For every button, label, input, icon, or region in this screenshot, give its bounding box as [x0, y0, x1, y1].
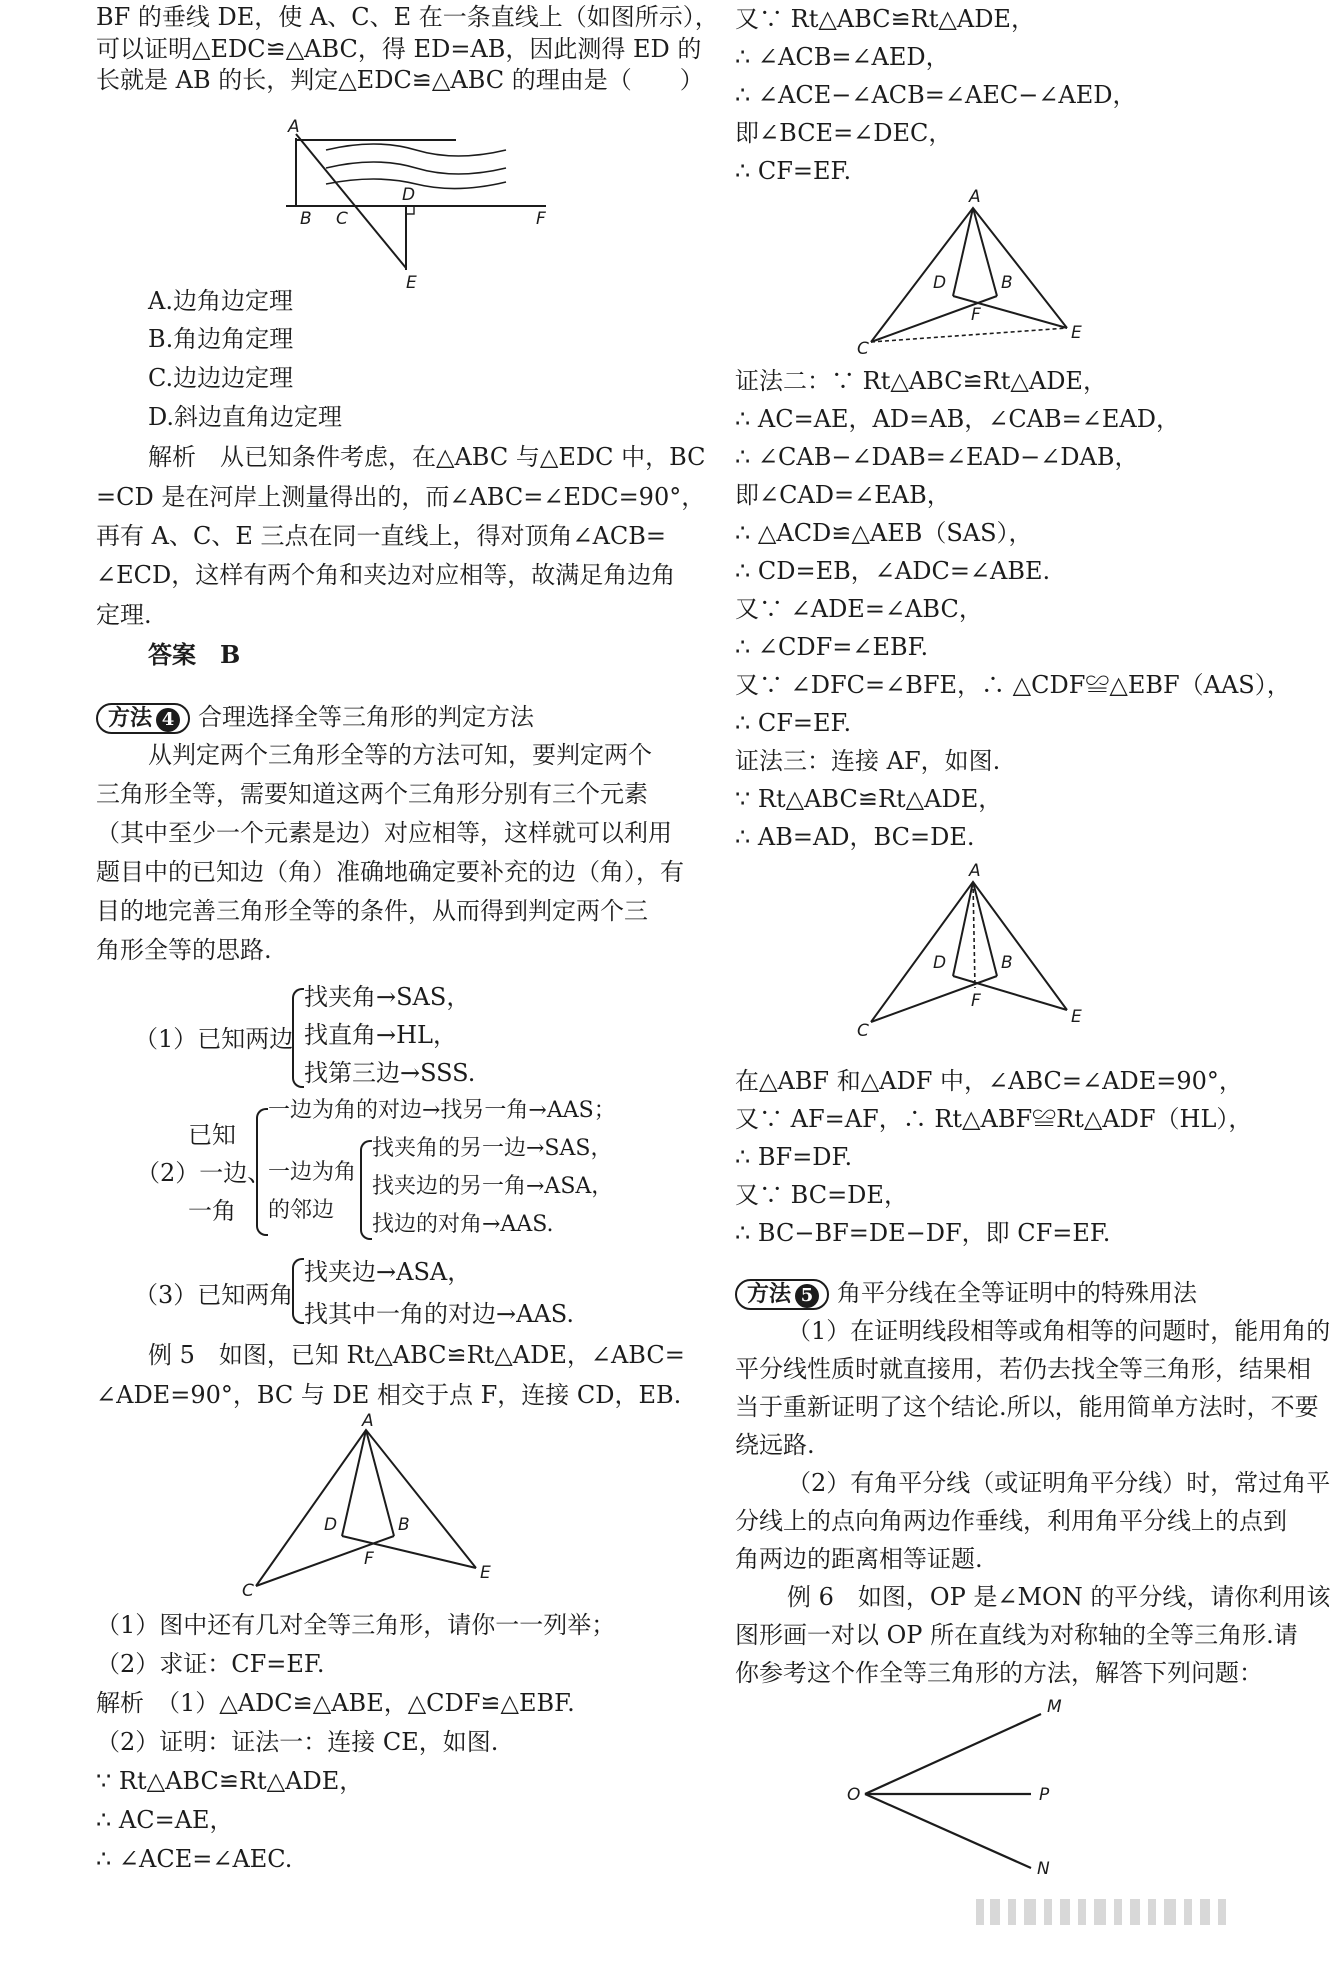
solution-line: （2）证明：证法一：连接 CE，如图.: [96, 1728, 499, 1756]
case2-brace: [256, 1108, 268, 1236]
proof3-figure: [855, 861, 1095, 1044]
label-P: P: [1039, 1785, 1050, 1805]
method5-line: 当于重新证明了这个结论.所以，能用简单方法时，不要: [735, 1393, 1319, 1421]
intro-line: 长就是 AB 的长，判定△EDC≌△ABC 的理由是（ ）: [96, 66, 704, 94]
label-D: D: [324, 1515, 338, 1535]
proof2-line: ∴ ∠CDF=∠EBF.: [735, 633, 929, 661]
proof2-line: ∴ AB=AD，BC=DE.: [735, 823, 975, 851]
case1-item: 找直角→HL，: [304, 1021, 457, 1049]
solution-line: ∵ Rt△ABC≌Rt△ADE，: [96, 1767, 364, 1795]
analysis-line: ∠ECD，这样有两个角和夹边对应相等，故满足角边角: [96, 561, 676, 589]
label-B: B: [398, 1515, 410, 1535]
option-b: B.角边角定理: [148, 325, 294, 353]
label-E: E: [1071, 1007, 1082, 1027]
case2-adj-b: 的邻边: [268, 1198, 335, 1223]
method4-line: 从判定两个三角形全等的方法可知，要判定两个: [148, 741, 652, 769]
proof1-figure: [855, 187, 1095, 360]
case1-item: 找夹角→SAS，: [304, 983, 471, 1011]
answer-value: B: [220, 640, 241, 669]
scan-bars: [976, 1895, 1256, 1929]
proof2-line: 证法三：连接 AF，如图.: [735, 747, 1001, 775]
label-E: E: [480, 1563, 491, 1583]
proof1-line: ∴ ∠ACB=∠AED，: [735, 43, 950, 71]
example6-line: 例 6 如图，OP 是∠MON 的平分线，请你利用该: [787, 1583, 1330, 1611]
label-B: B: [1001, 273, 1013, 293]
proof2-line: ∴ CD=EB，∠ADC=∠ABE.: [735, 557, 1051, 585]
case2-label-a: 已知: [188, 1121, 236, 1149]
proof3-line: ∴ BF=DF.: [735, 1143, 853, 1171]
label-B: B: [1001, 953, 1013, 973]
proof2-line: ∵ Rt△ABC≌Rt△ADE，: [735, 785, 1003, 813]
river-figure: [286, 117, 566, 293]
analysis-line: 定理.: [96, 601, 152, 629]
proof3-line: 又∵ AF=AF，∴ Rt△ABF≌Rt△ADF（HL），: [735, 1105, 1253, 1133]
method4-tag: 方法 4: [96, 703, 190, 734]
case2-adj-item: 找边的对角→AAS.: [372, 1212, 554, 1237]
label-C: C: [857, 1021, 869, 1041]
proof1-line: ∴ ∠ACE−∠ACB=∠AEC−∠AED，: [735, 81, 1137, 109]
proof1-line: 又∵ Rt△ABC≌Rt△ADE，: [735, 5, 1035, 33]
solution-line: ∴ ∠ACE=∠AEC.: [96, 1845, 293, 1873]
label-F: F: [971, 991, 981, 1011]
label-B: B: [300, 209, 312, 229]
case1-brace: [292, 988, 304, 1088]
example6-figure: [835, 1697, 1095, 1880]
proof3-line: 又∵ BC=DE，: [735, 1181, 908, 1209]
case3-item: 找夹边→ASA，: [304, 1258, 472, 1286]
example5-line: 例 5 如图，已知 Rt△ABC≌Rt△ADE，∠ABC=: [148, 1341, 685, 1369]
label-D: D: [933, 273, 947, 293]
label-A: A: [969, 861, 981, 881]
example5-figure: [236, 1411, 496, 1601]
proof1-line: ∴ CF=EF.: [735, 157, 852, 185]
label-F: F: [971, 305, 981, 325]
analysis-line: 解析 从已知条件考虑，在△ABC 与△EDC 中，BC: [148, 443, 706, 471]
case2-label-c: 一角: [188, 1197, 236, 1225]
proof2-line: ∴ ∠CAB−∠DAB=∠EAD−∠DAB，: [735, 443, 1139, 471]
intro-line: BF 的垂线 DE，使 A、C、E 在一条直线上（如图所示），: [96, 3, 719, 31]
proof1-line: 即∠BCE=∠DEC，: [735, 119, 953, 147]
proof2-line: ∴ AC=AE，AD=AB，∠CAB=∠EAD，: [735, 405, 1180, 433]
proof2-line: 又∵ ∠DFC=∠BFE，∴ △CDF≌△EBF（AAS），: [735, 671, 1291, 699]
solution-line: ∴ AC=AE，: [96, 1806, 234, 1834]
method4-title: 合理选择全等三角形的判定方法: [198, 703, 535, 731]
case2-adj-brace: [360, 1140, 372, 1240]
method5-line: 绕远路.: [735, 1431, 815, 1459]
label-O: O: [847, 1785, 861, 1805]
method5-title: 角平分线在全等证明中的特殊用法: [837, 1279, 1198, 1307]
label-M: M: [1047, 1697, 1062, 1717]
method5-line: （1）在证明线段相等或角相等的问题时，能用角的: [787, 1317, 1330, 1345]
case2-adj-a: 一边为角: [268, 1160, 357, 1185]
case3-brace: [292, 1258, 304, 1324]
example5-line: ∠ADE=90°，BC 与 DE 相交于点 F，连接 CD，EB.: [96, 1381, 682, 1409]
case2-opposite: 一边为角的对边→找另一角→AAS；: [268, 1098, 616, 1123]
proof2-line: 又∵ ∠ADE=∠ABC，: [735, 595, 983, 623]
analysis-line: 再有 A、C、E 三点在同一直线上，得对顶角∠ACB=: [96, 522, 667, 550]
method5-tag: 方法 5: [735, 1279, 829, 1310]
case2-adj-item: 找夹角的另一边→SAS，: [372, 1136, 613, 1161]
proof3-line: 在△ABF 和△ADF 中，∠ABC=∠ADE=90°，: [735, 1067, 1243, 1095]
label-E: E: [406, 273, 417, 293]
label-E: E: [1071, 323, 1082, 343]
option-c: C.边边边定理: [148, 364, 294, 392]
case2-label-b: （2）一边、: [136, 1159, 272, 1187]
method5-line: 角两边的距离相等证题.: [735, 1545, 983, 1573]
method4-heading: [96, 702, 534, 734]
proof2-line: ∴ △ACD≌△AEB（SAS），: [735, 519, 1033, 547]
analysis-line: =CD 是在河岸上测量得出的，而∠ABC=∠EDC=90°，: [96, 483, 706, 511]
label-A: A: [969, 187, 981, 207]
answer-label: 答案: [148, 640, 196, 669]
case3-item: 找其中一角的对边→AAS.: [304, 1300, 574, 1328]
method4-line: 角形全等的思路.: [96, 936, 272, 964]
label-F: F: [536, 209, 546, 229]
method4-line: 三角形全等，需要知道这两个三角形分别有三个元素: [96, 780, 648, 808]
label-D: D: [933, 953, 947, 973]
proof2-line: 证法二：∵ Rt△ABC≌Rt△ADE，: [735, 367, 1107, 395]
method5-line: 平分线性质时就直接用，若仍去找全等三角形，结果相: [735, 1355, 1311, 1383]
option-d: D.斜边直角边定理: [148, 403, 343, 431]
label-C: C: [242, 1581, 254, 1601]
proof3-line: ∴ BC−BF=DE−DF，即 CF=EF.: [735, 1219, 1111, 1247]
method5-heading: [735, 1278, 1197, 1310]
label-D: D: [402, 185, 416, 205]
case3-label: （3）已知两角: [134, 1281, 294, 1309]
method4-line: （其中至少一个元素是边）对应相等，这样就可以利用: [96, 819, 672, 847]
label-A: A: [362, 1411, 374, 1431]
example5-question: （1）图中还有几对全等三角形，请你一一列举；: [96, 1611, 616, 1639]
label-C: C: [857, 339, 869, 359]
method4-line: 目的地完善三角形全等的条件，从而得到判定两个三: [96, 897, 648, 925]
proof2-line: 即∠CAD=∠EAB，: [735, 481, 951, 509]
option-a: A.边角边定理: [148, 287, 293, 315]
example6-line: 你参考这个作全等三角形的方法，解答下列问题：: [735, 1659, 1263, 1687]
example6-line: 图形画一对以 OP 所在直线为对称轴的全等三角形.请: [735, 1621, 1298, 1649]
intro-line: 可以证明△EDC≌△ABC，得 ED=AB，因此测得 ED 的: [96, 35, 702, 63]
solution-line: 解析 （1）△ADC≌△ABE，△CDF≌△EBF.: [96, 1689, 575, 1717]
case1-item: 找第三边→SSS.: [304, 1059, 476, 1087]
label-N: N: [1037, 1859, 1050, 1879]
case1-label: （1）已知两边: [134, 1025, 294, 1053]
method4-line: 题目中的已知边（角）准确地确定要补充的边（角），有: [96, 858, 684, 886]
case2-adj-item: 找夹边的另一角→ASA，: [372, 1174, 614, 1199]
label-A: A: [288, 117, 300, 137]
answer: [96, 640, 240, 670]
proof2-line: ∴ CF=EF.: [735, 709, 852, 737]
label-C: C: [336, 209, 348, 229]
example5-question: （2）求证：CF=EF.: [96, 1650, 325, 1678]
label-F: F: [364, 1549, 374, 1569]
method5-line: 分线上的点向角两边作垂线，利用角平分线上的点到: [735, 1507, 1287, 1535]
method5-line: （2）有角平分线（或证明角平分线）时，常过角平: [787, 1469, 1330, 1497]
